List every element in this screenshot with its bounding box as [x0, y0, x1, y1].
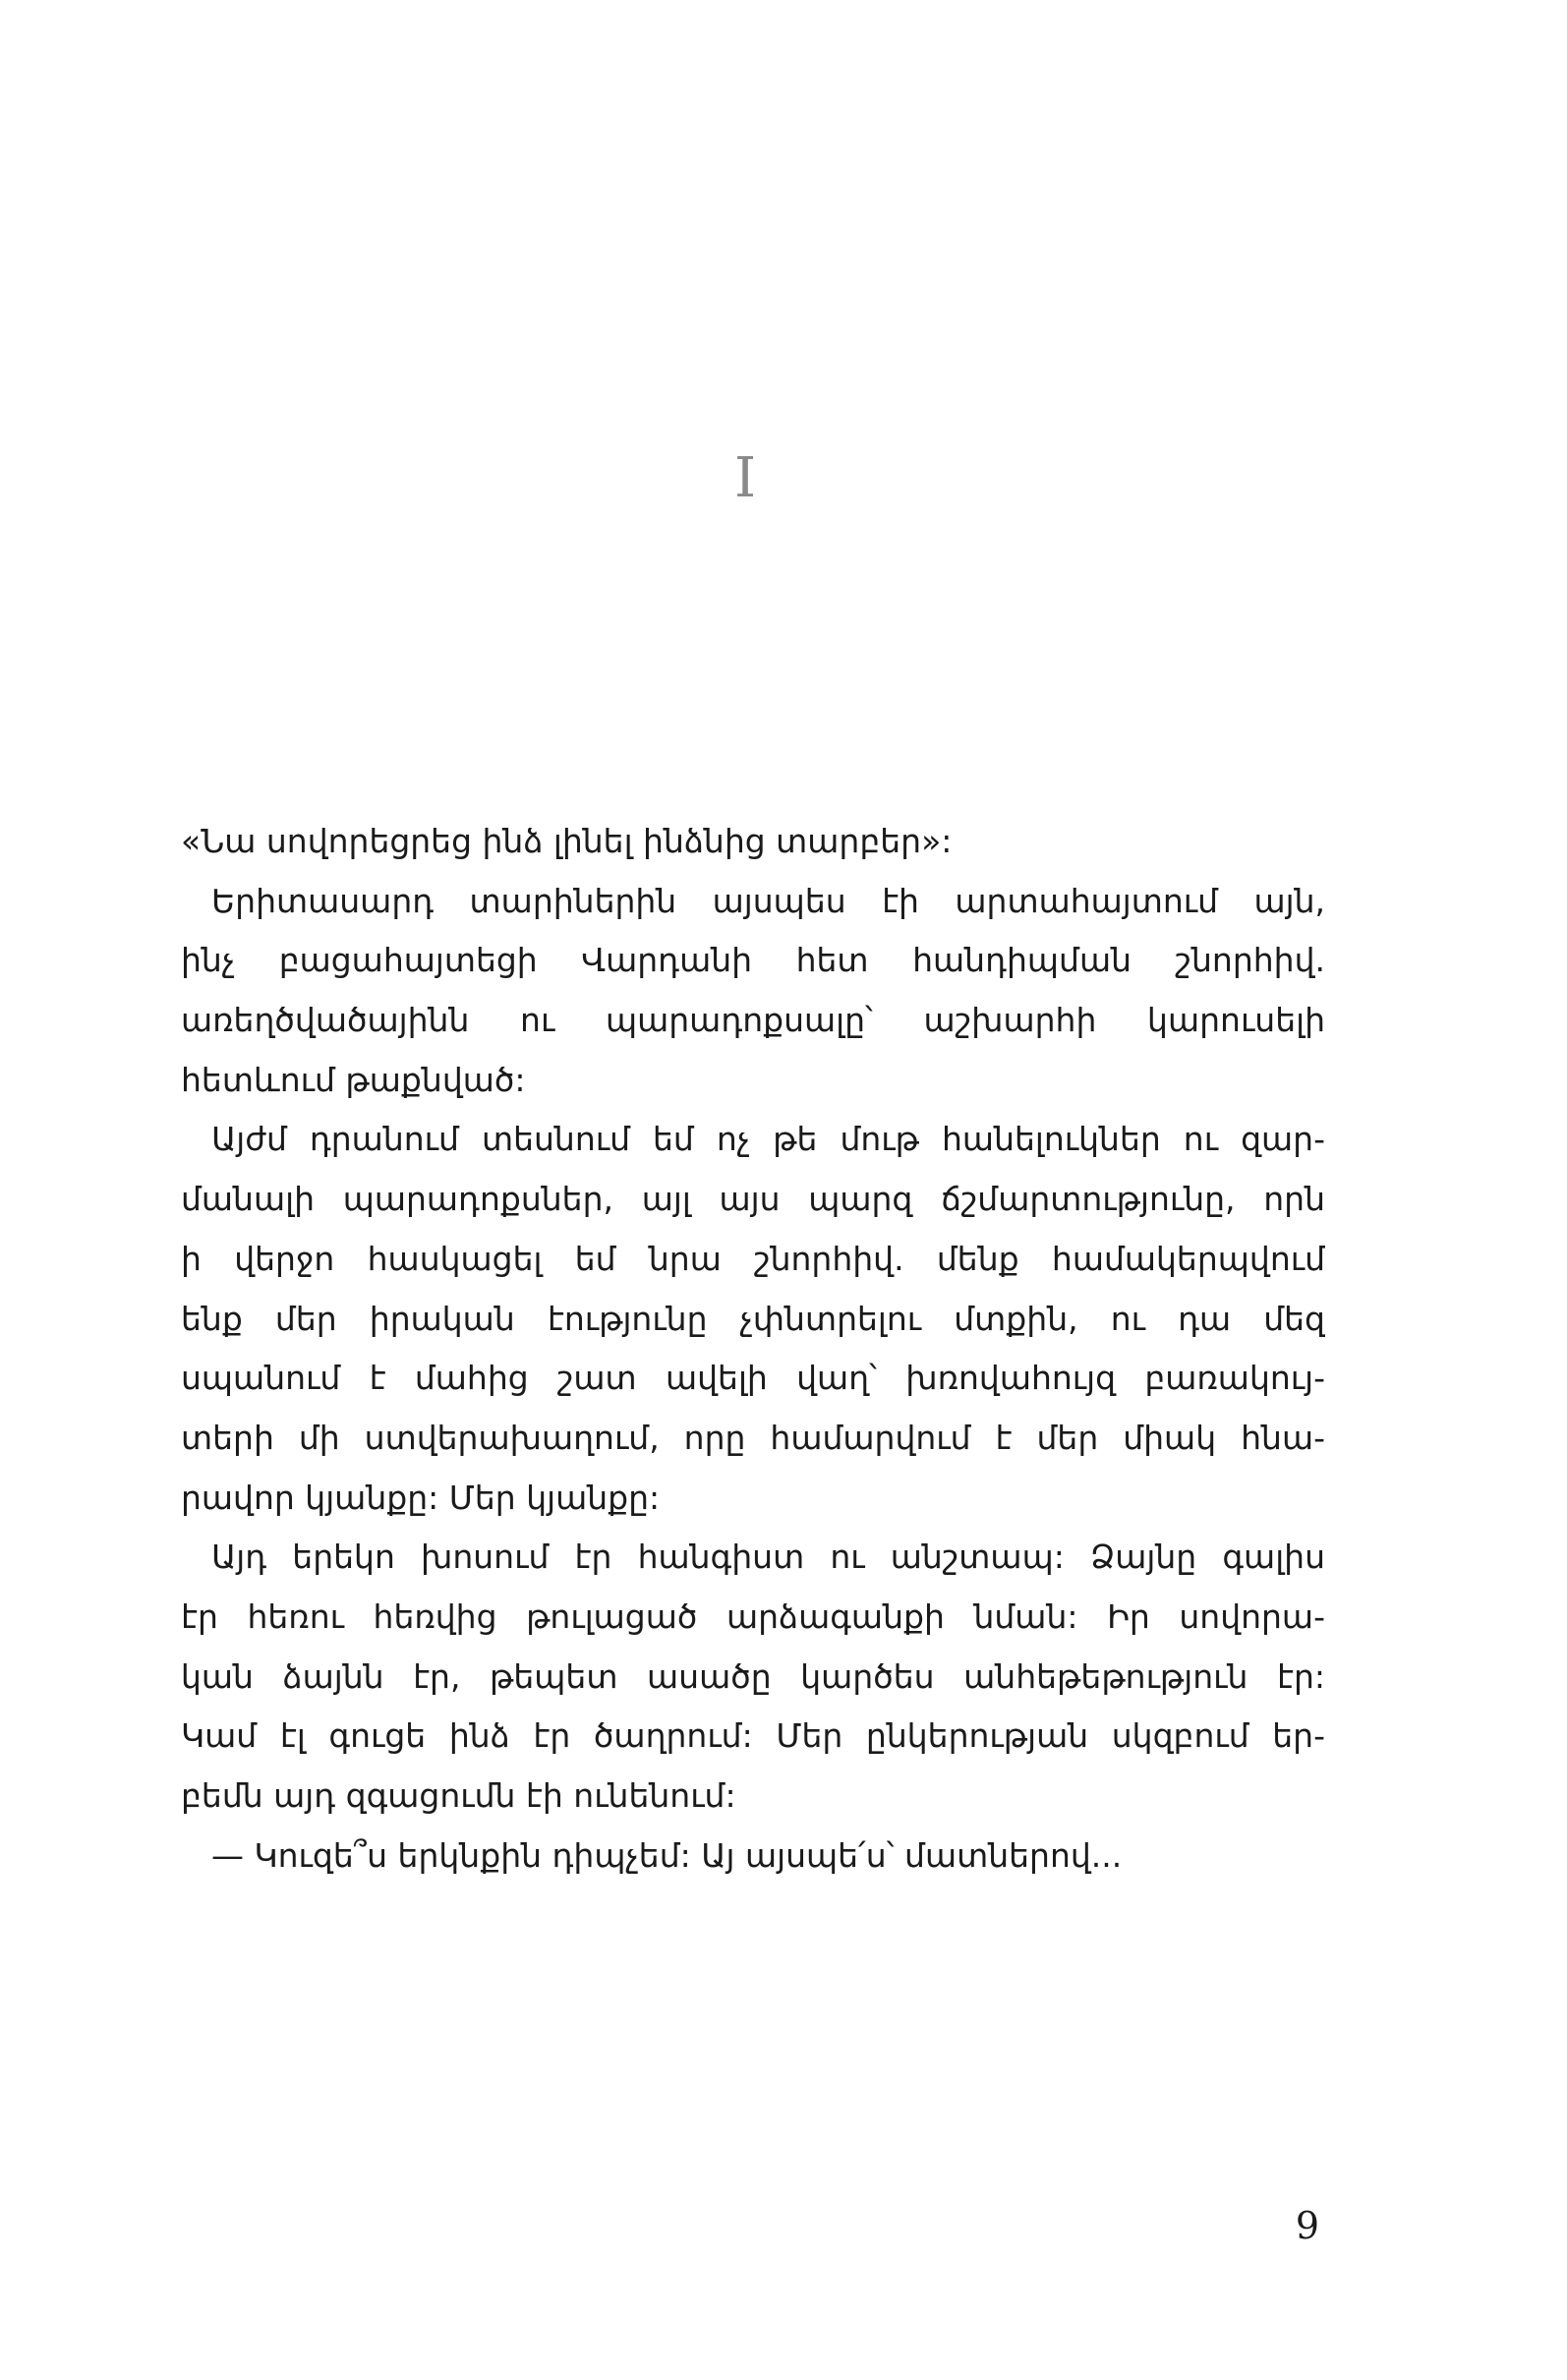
- text-line: — Կուզե՞ս երկնքին դիպչեմ: Այ այսպե՛ս՝ մատներով...: [211, 1835, 1123, 1875]
- text-line: Այժմ դրանում տեսնում եմ ոչ թե մութ հանելուկներ ու զար-: [211, 1120, 1325, 1159]
- text-line: Երիտասարդ տարիներին այսպես էի արտահայտում այն,: [211, 881, 1325, 920]
- text-line: հետևում թաքնված:: [181, 1060, 526, 1099]
- text-line: բեմն այդ զգացումն էի ունենում:: [181, 1776, 736, 1815]
- text-line: ինչ բացահայտեցի Վարդանի հետ հանդիպման շնորհիվ.: [181, 941, 1325, 980]
- text-line: առեղծվածայինն ու պարադոքսալը՝ աշխարհի կարուսելի: [181, 1001, 1325, 1040]
- text-line: մանալի պարադոքսներ, այլ այս պարզ ճշմարտությունը, որն: [181, 1180, 1325, 1219]
- text-line: Այդ երեկո խոսում էր հանգիստ ու անշտապ: Ձայնը գալիս: [211, 1538, 1325, 1577]
- chapter-heading: I: [733, 446, 757, 510]
- text-line: ենք մեր իրական էությունը չփնտրելու մտքին, ու դա մեզ: [181, 1299, 1325, 1338]
- text-line: րավոր կյանքը: Մեր կյանքը:: [181, 1478, 661, 1517]
- text-line: ի վերջո հասկացել եմ նրա շնորհիվ. մենք համակերպվում: [181, 1239, 1325, 1278]
- text-line: տերի մի ստվերախաղում, որը համարվում է մեր միակ հնա-: [181, 1418, 1325, 1457]
- text-line: սպանում է մահից շատ ավելի վաղ՝ խռովահույզ բառակույ-: [181, 1359, 1325, 1398]
- text-line: «Նա սովորեցրեց ինձ լինել ինձնից տարբեր»:: [181, 822, 953, 860]
- text-line: Կամ էլ գուցե ինձ էր ծաղրում: Մեր ընկերության սկզբում եր-: [181, 1716, 1325, 1756]
- text-line: կան ձայնն էր, թեպետ ասածը կարծես անհեթեթություն էր:: [181, 1656, 1325, 1696]
- page-number: 9: [1295, 2204, 1320, 2247]
- text-line: էր հեռու հեռվից թուլացած արձագանքի նման: Իր սովորա-: [181, 1596, 1325, 1636]
- chapter-body-text: [181, 812, 1325, 1886]
